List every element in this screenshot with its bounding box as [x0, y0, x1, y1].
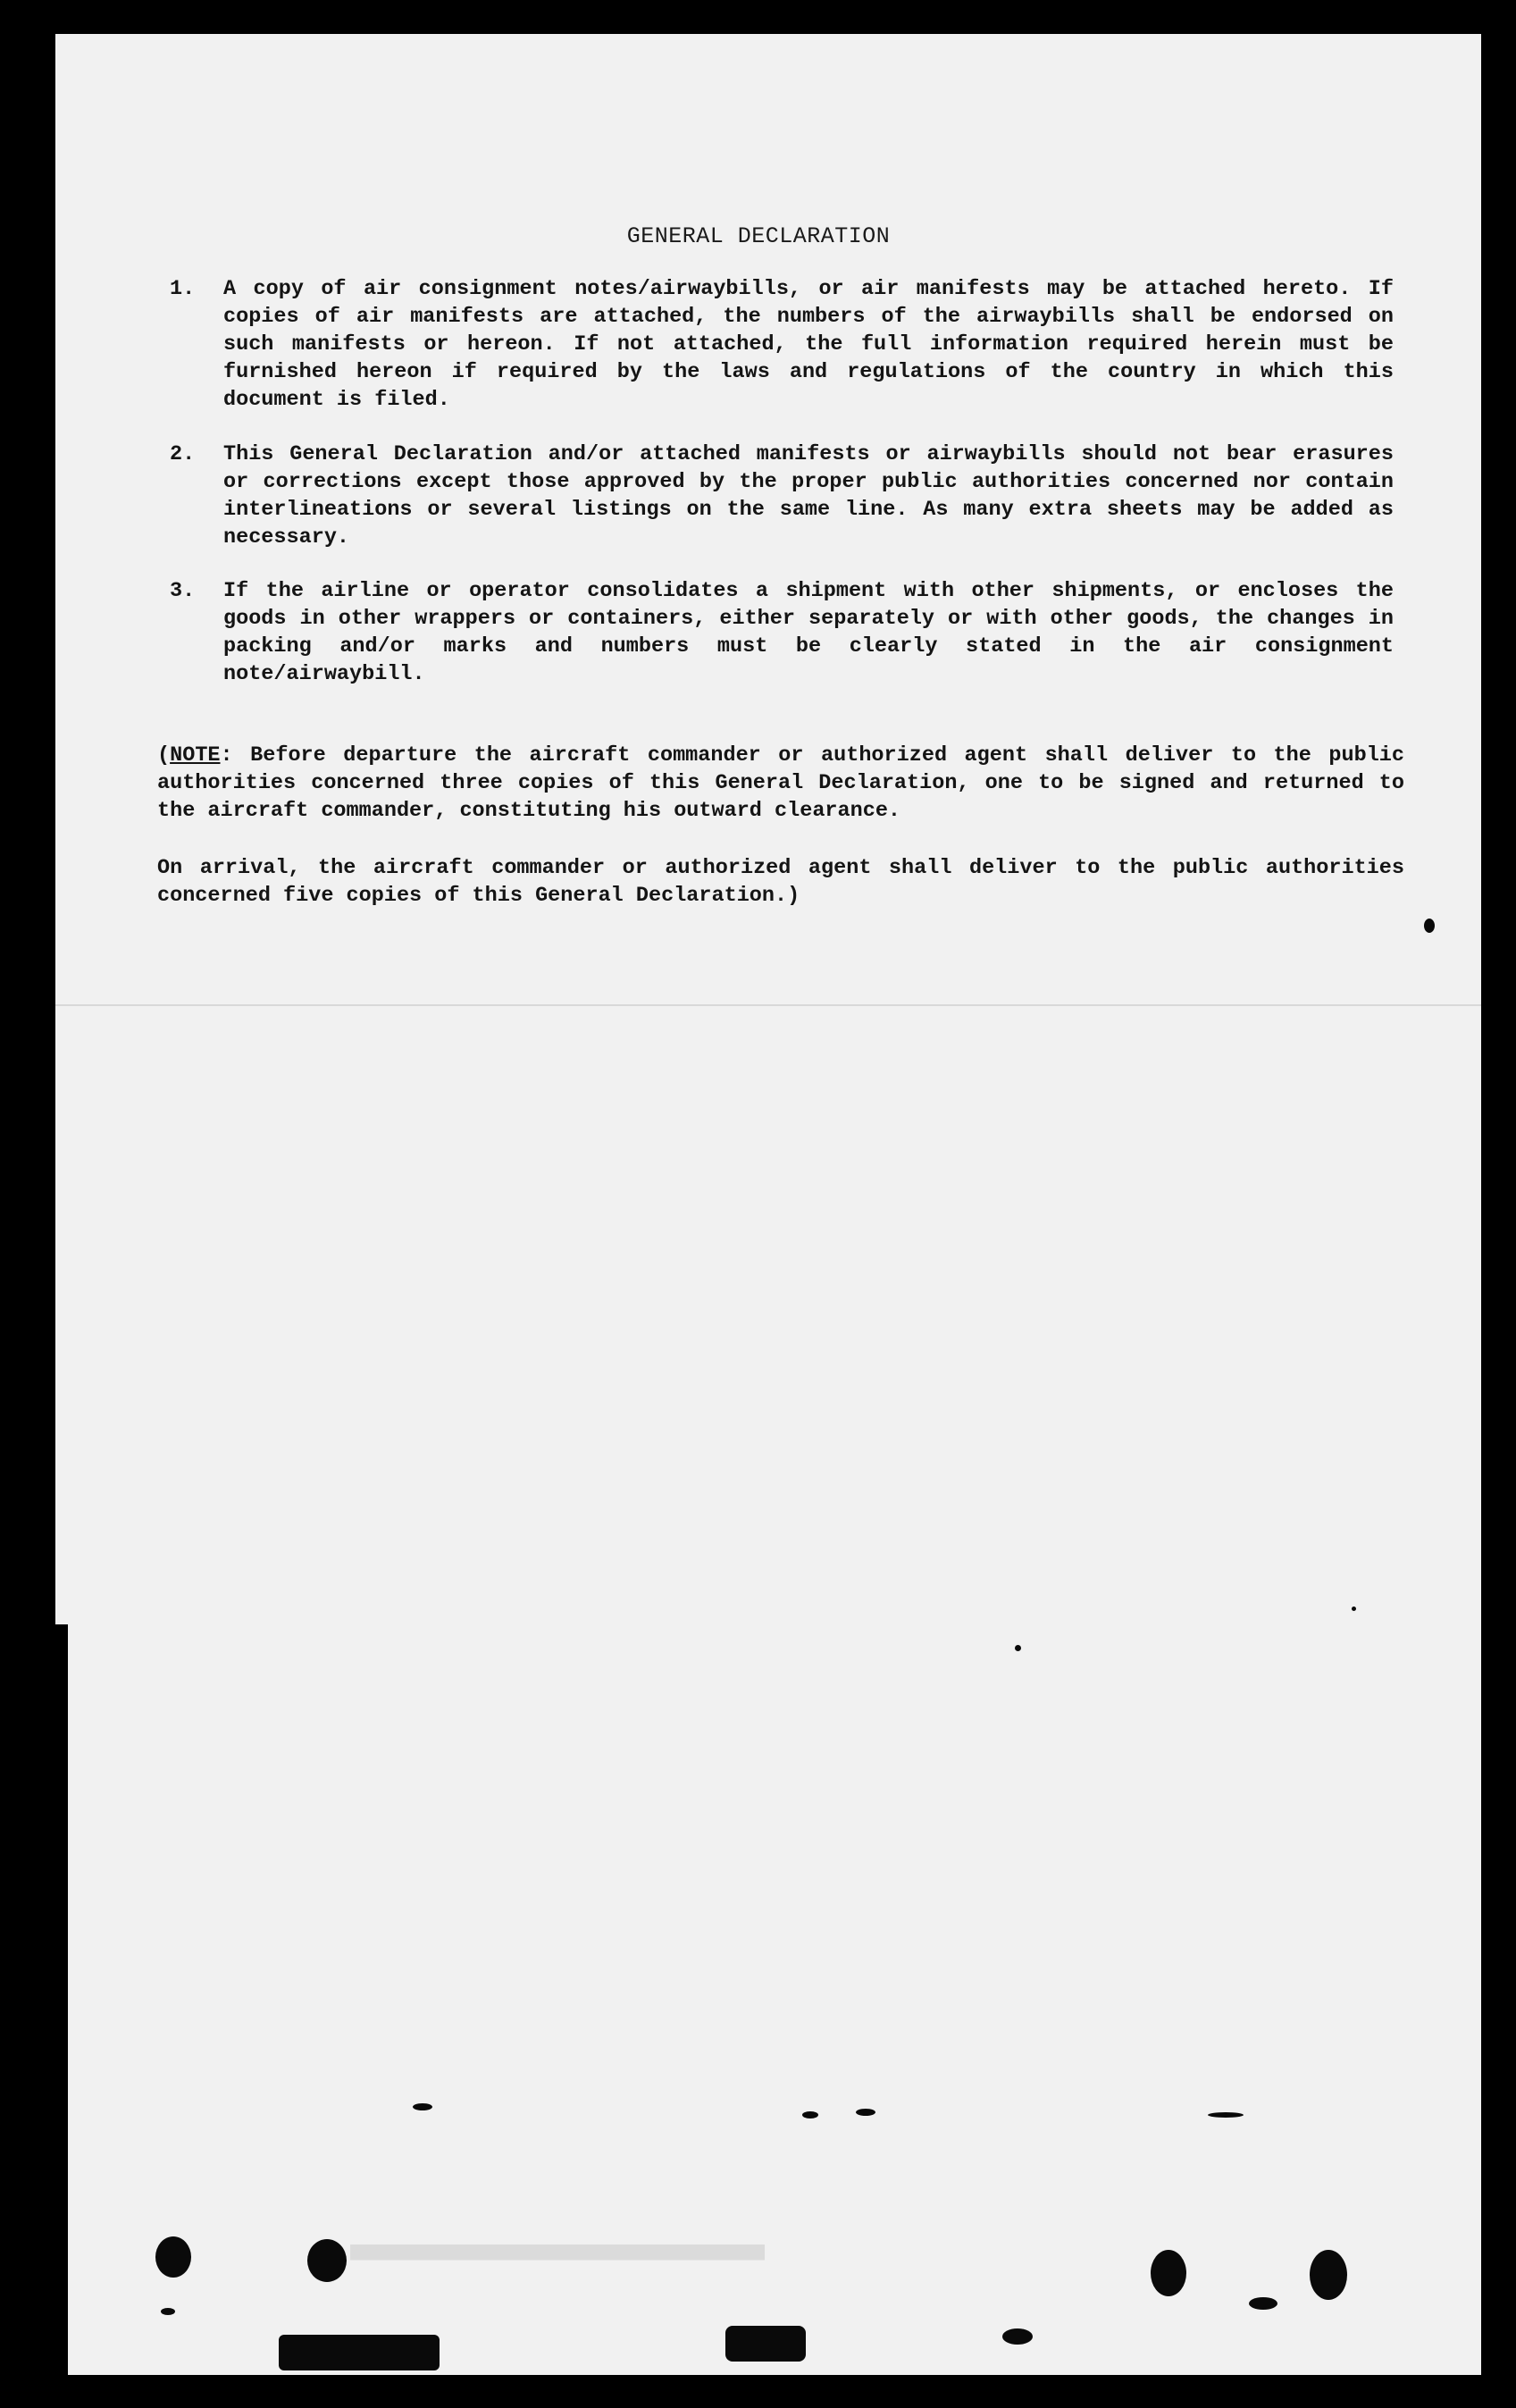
bleed-through-mark: ▬▬▬▬▬▬▬▬	[350, 2233, 765, 2291]
item-number: 3.	[170, 579, 196, 603]
ink-blot	[1424, 919, 1435, 933]
ink-blot	[856, 2109, 875, 2116]
punch-hole	[155, 2236, 191, 2278]
ink-blot	[802, 2111, 818, 2119]
ink-dot	[1352, 1607, 1356, 1611]
note-label: NOTE	[170, 743, 221, 768]
ink-blot	[413, 2103, 432, 2110]
arrival-paragraph: On arrival, the aircraft commander or authorized agent shall deliver to the public authorities concerned five copies of this General Declaration.)	[157, 856, 1404, 908]
note-open-paren: (	[157, 743, 171, 768]
page-edge-shadow	[55, 1624, 68, 2393]
ink-dot	[1015, 1645, 1021, 1651]
document-title: GENERAL DECLARATION	[626, 223, 891, 249]
punch-hole	[307, 2239, 347, 2282]
ink-blot	[1002, 2328, 1033, 2345]
item-text: A copy of air consignment notes/airwaybills, or air manifests may be attached hereto. If copies of air manifests are attached, the numbers of the airwaybills shall be endorsed on such manifests or hereon. If not attached, the full information required herein must be furnished hereon if required by the laws and regulations of the country in which this document is filed.	[223, 277, 1394, 412]
instruction-item-3	[170, 577, 1403, 693]
ink-blot	[1249, 2297, 1277, 2310]
punch-hole	[1151, 2250, 1186, 2296]
ink-blot	[279, 2335, 440, 2370]
item-number: 1.	[170, 277, 196, 301]
note-paragraph	[157, 742, 1404, 825]
item-text: If the airline or operator consolidates a shipment with other shipments, or encloses the goods in other wrappers or containers, either separately or with other goods, the changes in packing and/or marks and numbers must be clearly stated in the air consignment note/airwaybill.	[223, 579, 1394, 686]
punch-hole	[1310, 2250, 1347, 2300]
ink-blot	[725, 2326, 806, 2362]
ink-blot	[161, 2308, 175, 2315]
instruction-item-2	[170, 440, 1403, 557]
document-page	[55, 34, 1481, 2375]
item-text: This General Declaration and/or attached manifests or airwaybills should not bear erasures or corrections except those approved by the proper public authorities concerned nor contain interlineations or several listings on the same line. As many extra sheets may be added as necessary.	[223, 442, 1394, 550]
fold-line	[55, 1004, 1481, 1006]
note-text: : Before departure the aircraft commander or authorized agent shall deliver to the public authorities concerned three copies of this General Declaration, one to be signed and returned to the aircraft commander, constituting his outward clearance.	[157, 743, 1404, 823]
item-number: 2.	[170, 442, 196, 466]
ink-blot	[1208, 2112, 1244, 2118]
instruction-item-1	[170, 275, 1403, 418]
